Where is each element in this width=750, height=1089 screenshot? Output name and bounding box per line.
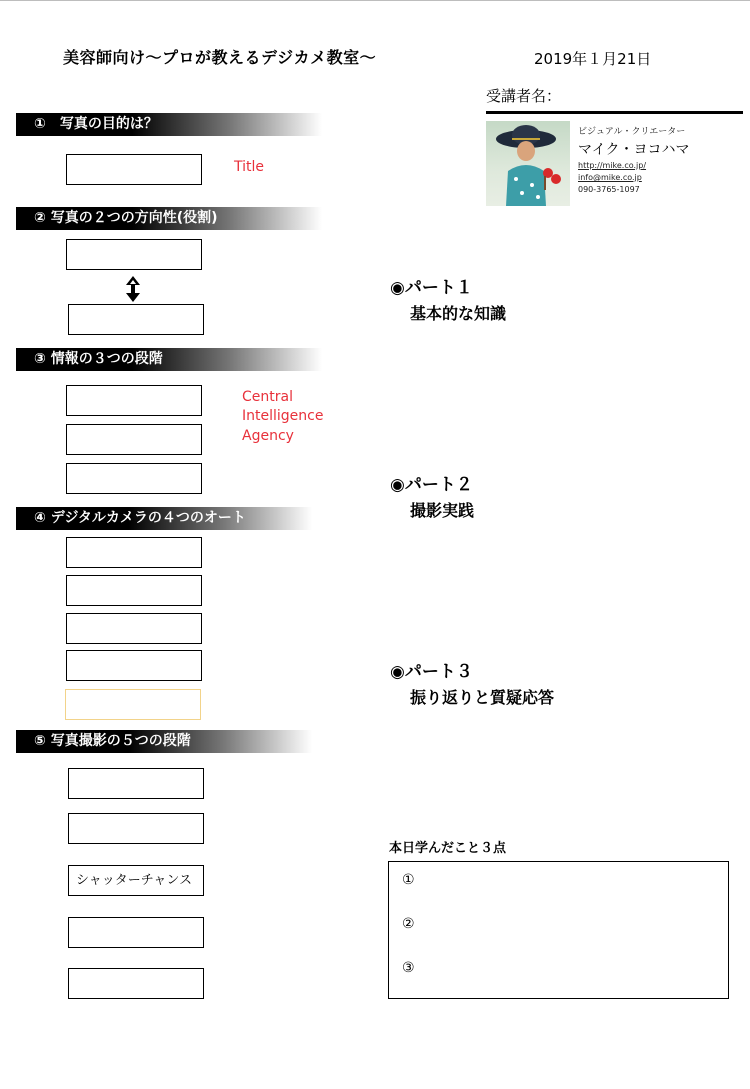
learned-item: ① xyxy=(402,872,415,888)
answer-box[interactable] xyxy=(68,917,204,948)
answer-box[interactable] xyxy=(66,537,202,568)
answer-box[interactable] xyxy=(68,768,204,799)
instructor-photo xyxy=(486,121,570,206)
section-3-note-line-3: Agency xyxy=(242,428,294,444)
answer-box-highlighted[interactable] xyxy=(65,689,201,720)
section-3-note-line-1: Central xyxy=(242,389,293,405)
student-name-line xyxy=(486,111,743,114)
answer-box[interactable] xyxy=(68,968,204,999)
part-2-subtitle: 撮影実践 xyxy=(410,501,475,520)
answer-box[interactable] xyxy=(66,650,202,681)
learned-box[interactable] xyxy=(388,861,729,999)
part-1-subtitle: 基本的な知識 xyxy=(410,304,507,323)
part-2-title: ◉パート２ xyxy=(390,475,473,495)
part-3-subtitle: 振り返りと質疑応答 xyxy=(410,688,555,707)
card-phone: 090-3765-1097 xyxy=(578,185,640,194)
answer-box[interactable] xyxy=(66,239,202,270)
card-email-link[interactable]: info@mike.co.jp xyxy=(578,173,642,182)
answer-box[interactable] xyxy=(68,304,204,335)
section-1-header: ① 写真の目的は？ xyxy=(16,113,322,136)
double-arrow-icon xyxy=(124,276,142,302)
answer-box[interactable] xyxy=(66,463,202,494)
learned-label: 本日学んだこと３点 xyxy=(389,841,507,856)
section-3-header: ③ 情報の３つの段階 xyxy=(16,348,322,371)
section-3-note-line-2: Intelligence xyxy=(242,408,324,424)
page-title: 美容師向け〜プロが教えるデジカメ教室〜 xyxy=(63,48,377,67)
answer-box-filled[interactable]: シャッターチャンス xyxy=(68,865,204,896)
part-3-title: ◉パート３ xyxy=(390,662,473,682)
answer-box[interactable] xyxy=(66,154,202,185)
section-4-header: ④ デジタルカメラの４つのオート xyxy=(16,507,312,530)
date: 2019年１月21日 xyxy=(534,50,652,68)
answer-box[interactable] xyxy=(66,575,202,606)
card-name: マイク・ヨコハマ xyxy=(578,142,690,158)
section-1-note: Title xyxy=(234,159,265,175)
section-2-header: ② 写真の２つの方向性(役割) xyxy=(16,207,322,230)
card-role: ビジュアル・クリエーター xyxy=(578,127,686,137)
answer-box[interactable] xyxy=(66,385,202,416)
student-name-label: 受講者名： xyxy=(486,87,562,105)
part-1-title: ◉パート１ xyxy=(390,278,473,298)
answer-box[interactable] xyxy=(66,613,202,644)
learned-item: ② xyxy=(402,916,415,932)
answer-box[interactable] xyxy=(66,424,202,455)
learned-item: ③ xyxy=(402,960,415,976)
card-url-link[interactable]: http://mike.co.jp/ xyxy=(578,161,647,170)
section-5-header: ⑤ 写真撮影の５つの段階 xyxy=(16,730,312,753)
answer-box[interactable] xyxy=(68,813,204,844)
